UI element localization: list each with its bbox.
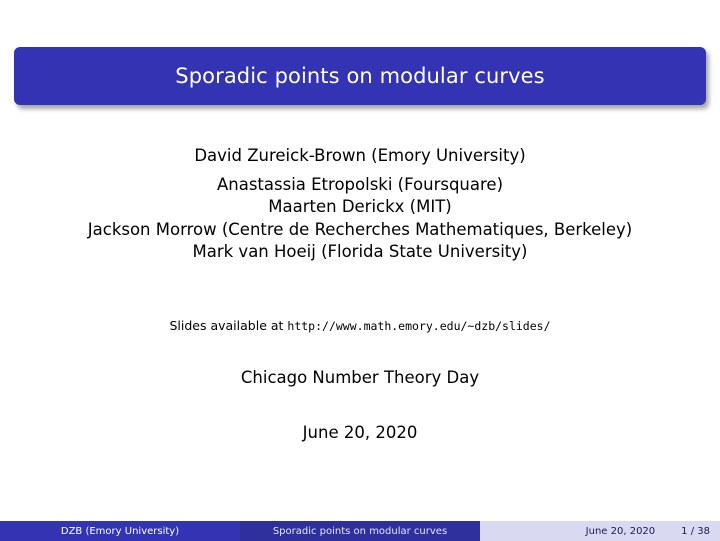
slide-title: Sporadic points on modular curves [175,64,545,88]
footer-bar [0,521,720,541]
footer-author [0,521,240,541]
footer-title-text: Sporadic points on modular curves [272,525,448,537]
slides-url-link[interactable]: http://www.math.emory.edu/~dzb/slides/ [287,319,551,333]
footer-title [240,521,480,541]
footer-date-page [480,521,720,541]
slides-availability [0,318,720,333]
title-box [14,47,706,105]
author-line: Anastassia Etropolski (Foursquare) [216,174,504,194]
footer-page-number: 1 / 38 [681,525,710,537]
footer-date-text: June 20, 2020 [585,525,656,537]
author-line: Maarten Derickx (MIT) [268,197,452,216]
event-name: Chicago Number Theory Day [240,368,480,387]
talk-date: June 20, 2020 [302,423,418,442]
author-line: David Zureick-Brown (Emory University) [194,146,526,165]
footer-author-text: DZB (Emory University) [60,525,180,537]
slides-prefix: Slides available at [169,318,284,333]
author-line: Jackson Morrow (Centre de Recherches Mathematiques, Berkeley) [87,219,633,239]
author-list [0,145,720,264]
author-line: Mark van Hoeij (Florida State University) [192,242,528,261]
